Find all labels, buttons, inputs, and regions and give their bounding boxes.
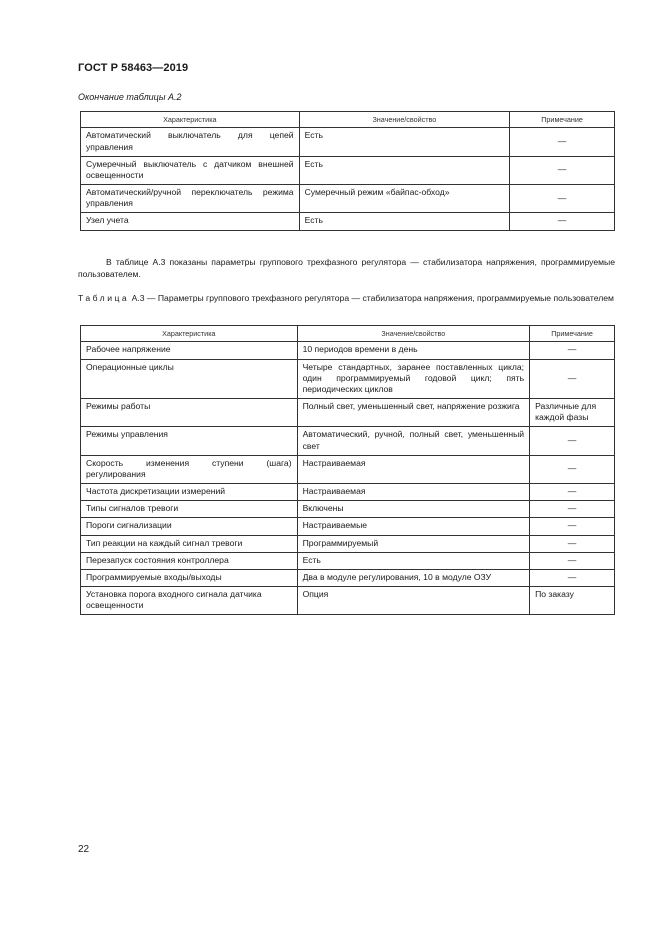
cell-value: Настраиваемые — [297, 518, 530, 535]
table-a2 — [80, 111, 615, 231]
table-row — [81, 535, 615, 552]
cell-characteristic: Узел учета — [81, 213, 300, 230]
column-header: Значение/свойство — [297, 326, 530, 342]
table-continuation-caption: Окончание таблицы А.2 — [78, 92, 182, 102]
table-label: Таблица — [78, 293, 130, 303]
table-header-row — [81, 112, 615, 128]
cell-characteristic: Частота дискретизации измерений — [81, 484, 298, 501]
cell-value: Программируемый — [297, 535, 530, 552]
cell-value: Настраиваемая — [297, 455, 530, 483]
cell-note: — — [530, 484, 615, 501]
table-row — [81, 213, 615, 230]
cell-note: — — [530, 518, 615, 535]
table-row — [81, 501, 615, 518]
table-row — [81, 455, 615, 483]
cell-characteristic: Скорость изменения ступени (шага) регулирования — [81, 455, 298, 483]
cell-note: — — [510, 128, 615, 156]
table-row — [81, 359, 615, 399]
cell-note: — — [530, 342, 615, 359]
cell-characteristic: Тип реакции на каждый сигнал тревоги — [81, 535, 298, 552]
cell-note: — — [530, 359, 615, 399]
column-header: Значение/свойство — [299, 112, 510, 128]
cell-characteristic: Режимы работы — [81, 399, 298, 427]
document-code: ГОСТ Р 58463—2019 — [78, 62, 189, 74]
cell-value: Опция — [297, 587, 530, 615]
cell-value: Есть — [299, 213, 510, 230]
cell-characteristic: Программируемые входы/выходы — [81, 569, 298, 586]
cell-note: — — [510, 213, 615, 230]
table-row — [81, 518, 615, 535]
table-row — [81, 569, 615, 586]
cell-value: Полный свет, уменьшенный свет, напряжение розжига — [297, 399, 530, 427]
cell-note: — — [530, 569, 615, 586]
cell-note: — — [530, 455, 615, 483]
table-row — [81, 128, 615, 156]
cell-value: Два в модуле регулирования, 10 в модуле ОЗУ — [297, 569, 530, 586]
cell-value: Четыре стандартных, заранее поставленных цикла; один программируемый годовой цикл; пять периодических циклов — [297, 359, 530, 399]
cell-note: — — [530, 427, 615, 455]
cell-characteristic: Автоматический выключатель для цепей управления — [81, 128, 300, 156]
cell-value: Настраиваемая — [297, 484, 530, 501]
cell-characteristic: Автоматический/ручной переключатель режима управления — [81, 185, 300, 213]
table-row — [81, 484, 615, 501]
cell-note: — — [530, 501, 615, 518]
table-a3 — [80, 325, 615, 615]
column-header: Характеристика — [81, 112, 300, 128]
column-header: Примечание — [510, 112, 615, 128]
cell-note: По заказу — [530, 587, 615, 615]
cell-characteristic: Сумеречный выключатель с датчиком внешней освещенности — [81, 156, 300, 184]
cell-note: — — [510, 156, 615, 184]
table-row — [81, 552, 615, 569]
cell-characteristic: Типы сигналов тревоги — [81, 501, 298, 518]
table-title: А.3 — Параметры группового трехфазного регулятора — стабилизатора напряжения, программируемые пользователем — [129, 293, 614, 303]
cell-value: 10 периодов времени в день — [297, 342, 530, 359]
table-row — [81, 587, 615, 615]
table-header-row — [81, 326, 615, 342]
cell-characteristic: Рабочее напряжение — [81, 342, 298, 359]
cell-characteristic: Пороги сигнализации — [81, 518, 298, 535]
cell-value: Включены — [297, 501, 530, 518]
cell-note: Различные для каждой фазы — [530, 399, 615, 427]
cell-value: Автоматический, ручной, полный свет, уменьшенный свет — [297, 427, 530, 455]
body-paragraph: В таблице А.3 показаны параметры группового трехфазного регулятора — стабилизатора напряжения, программируемые пользователем. — [78, 257, 615, 279]
table-row — [81, 427, 615, 455]
column-header: Примечание — [530, 326, 615, 342]
cell-characteristic: Операционные циклы — [81, 359, 298, 399]
cell-value: Есть — [297, 552, 530, 569]
cell-note: — — [530, 552, 615, 569]
cell-characteristic: Установка порога входного сигнала датчика освещенности — [81, 587, 298, 615]
cell-note: — — [530, 535, 615, 552]
cell-value: Есть — [299, 156, 510, 184]
page-number: 22 — [78, 844, 90, 855]
cell-characteristic: Перезапуск состояния контроллера — [81, 552, 298, 569]
table-row — [81, 399, 615, 427]
table-row — [81, 156, 615, 184]
cell-characteristic: Режимы управления — [81, 427, 298, 455]
table-row — [81, 185, 615, 213]
cell-value: Есть — [299, 128, 510, 156]
column-header: Характеристика — [81, 326, 298, 342]
cell-note: — — [510, 185, 615, 213]
table-row — [81, 342, 615, 359]
table-a3-caption — [78, 293, 615, 305]
cell-value: Сумеречный режим «байпас-обход» — [299, 185, 510, 213]
